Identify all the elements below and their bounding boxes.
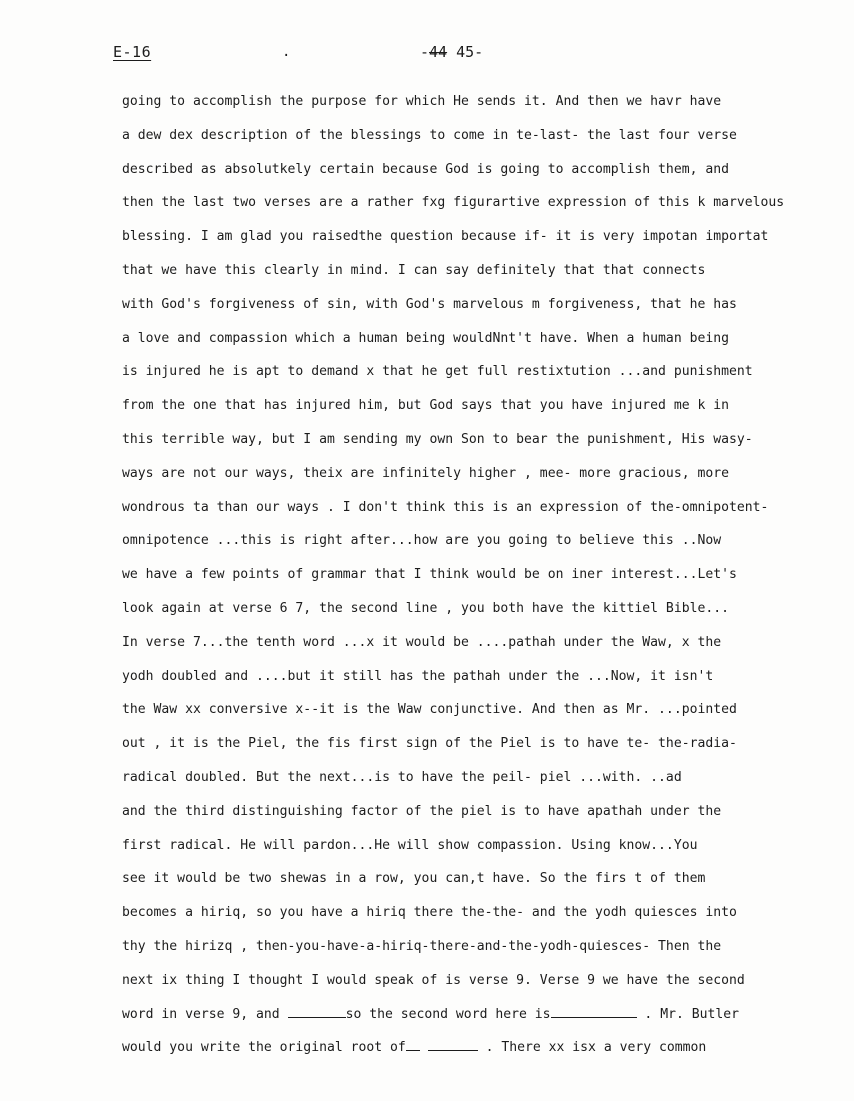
text-line: then the last two verses are a rather fxg figurartive expression of this k marvelous — [122, 195, 785, 211]
text-line: radical doubled. But the next...is to have the peil- piel ...with. ..ad — [122, 769, 682, 785]
text-segment: would you write the original root of — [122, 1040, 406, 1056]
text-line: ways are not our ways, theix are infinitely higher , mee- more gracious, more — [122, 465, 729, 481]
fill-in-blank — [428, 1038, 478, 1051]
text-line: yodh doubled and ....but it still has the pathah under the ...Now, it isn't — [122, 668, 714, 684]
text-line-with-blanks — [122, 1035, 827, 1069]
text-segment: so the second word here is — [345, 1006, 551, 1022]
fill-in-blank — [288, 1005, 346, 1018]
text-line: thy the hirizq , then-you-have-a-hiriq-there-and-the-yodh-quiesces- Then the — [122, 938, 722, 954]
text-line: the Waw xx conversive x--it is the Waw conjunctive. And then as Mr. ...pointed — [122, 702, 737, 718]
text-line: described as absolutkely certain because God is going to accomplish them, and — [122, 161, 729, 177]
text-line: blessing. I am glad you raisedthe question because if- it is very impotan importat — [122, 229, 769, 245]
text-line: becomes a hiriq, so you have a hiriq there the-the- and the yodh quiesces into — [122, 905, 737, 921]
text-line: going to accomplish the purpose for which He sends it. And then we havr have — [122, 94, 722, 109]
text-line: we have a few points of grammar that I think would be on iner interest...Let's — [122, 567, 737, 583]
text-line: this terrible way, but I am sending my own Son to bear the punishment, His wasy- — [122, 431, 753, 447]
text-segment: . Mr. Butler — [644, 1006, 740, 1022]
transcript-body — [122, 89, 827, 1069]
text-line: wondrous ta than our ways . I don't think this is an expression of the-omnipotent- — [122, 499, 769, 515]
page-number-prefix: - — [420, 43, 430, 61]
text-line: is injured he is apt to demand x that he get full restixtution ...and punishment — [122, 364, 753, 380]
text-segment: word in verse 9, and — [122, 1006, 280, 1022]
header-dot: . — [282, 44, 291, 60]
text-line: and the third distinguishing factor of the piel is to have apathah under the — [122, 803, 722, 819]
text-line: next ix thing I thought I would speak of is verse 9. Verse 9 we have the second — [122, 972, 745, 988]
text-line: In verse 7...the tenth word ...x it would be ....pathah under the Waw, x the — [122, 634, 722, 650]
text-line: see it would be two shewas in a row, you can,t have. So the firs t of them — [122, 871, 706, 887]
text-line: first radical. He will pardon...He will show compassion. Using know...You — [122, 837, 698, 853]
text-line: out , it is the Piel, the fis first sign of the Piel is to have te- the-radia- — [122, 736, 737, 752]
text-line: a love and compassion which a human being wouldNnt't have. When a human being — [122, 330, 729, 346]
text-line: that we have this clearly in mind. I can say definitely that that connects — [122, 262, 706, 278]
text-line: omnipotence ...this is right after...how are you going to believe this ..Now — [122, 533, 722, 549]
text-line-with-blanks — [122, 1002, 827, 1036]
text-line: look again at verse 6 7, the second line , you both have the kittiel Bible... — [122, 600, 729, 616]
page-number-current: 45- — [456, 43, 484, 61]
text-line: from the one that has injured him, but God says that you have injured me k in — [122, 398, 729, 414]
page-number — [420, 43, 483, 61]
section-code: E-16 — [113, 43, 152, 61]
text-segment: . There xx isx a very common — [485, 1040, 707, 1056]
text-line: a dew dex description of the blessings to come in te-last- the last four verse — [122, 127, 737, 143]
fill-in-blank — [551, 1005, 637, 1018]
fill-in-blank — [406, 1038, 420, 1051]
text-line: with God's forgiveness of sin, with God's marvelous m forgiveness, that he has — [122, 296, 737, 312]
page-number-struck: 44 — [429, 43, 448, 61]
